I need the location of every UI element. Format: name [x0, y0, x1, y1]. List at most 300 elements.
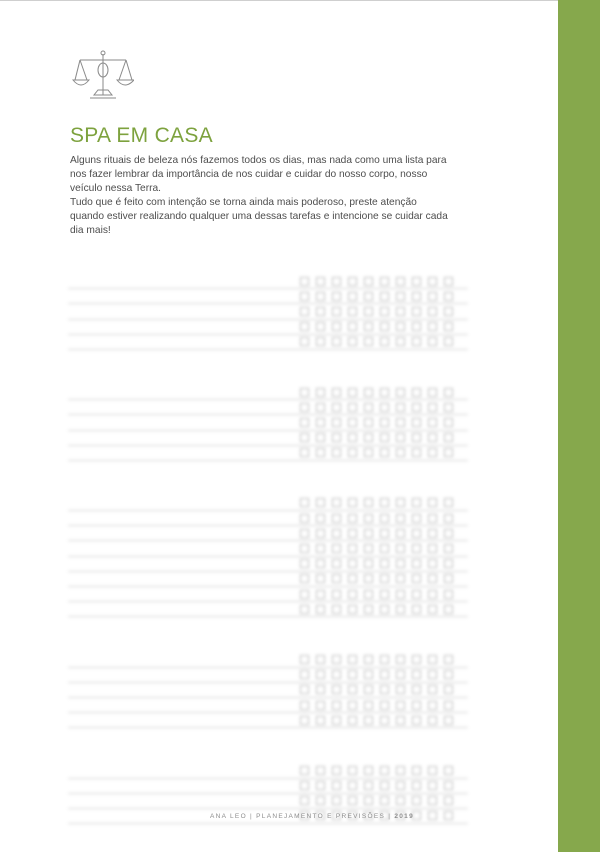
checkbox[interactable] [444, 307, 453, 316]
checkbox[interactable] [332, 337, 341, 346]
checkbox[interactable] [380, 498, 389, 507]
checkbox[interactable] [412, 701, 421, 710]
checkbox-group [300, 322, 453, 331]
checkbox[interactable] [332, 781, 341, 790]
checkbox-group [300, 433, 453, 442]
checkbox[interactable] [444, 292, 453, 301]
checkbox[interactable] [316, 307, 325, 316]
checkbox[interactable] [412, 498, 421, 507]
checkbox[interactable] [412, 337, 421, 346]
checkbox[interactable] [364, 277, 373, 286]
checkbox[interactable] [444, 766, 453, 775]
checkbox[interactable] [444, 277, 453, 286]
checkbox[interactable] [332, 766, 341, 775]
checkbox[interactable] [316, 498, 325, 507]
checkbox-group [300, 716, 453, 725]
checkbox[interactable] [444, 685, 453, 694]
checkbox[interactable] [412, 277, 421, 286]
checkbox[interactable] [428, 388, 437, 397]
checkbox[interactable] [412, 448, 421, 457]
checkbox[interactable] [396, 574, 405, 583]
checkbox[interactable] [300, 559, 309, 568]
checkbox[interactable] [332, 292, 341, 301]
checkbox[interactable] [300, 337, 309, 346]
checkbox[interactable] [412, 388, 421, 397]
checkbox[interactable] [332, 388, 341, 397]
checkbox[interactable] [396, 716, 405, 725]
checklist-row [68, 794, 468, 809]
checkbox[interactable] [348, 590, 357, 599]
checkbox[interactable] [380, 655, 389, 664]
checkbox[interactable] [316, 277, 325, 286]
checkbox[interactable] [332, 433, 341, 442]
checkbox[interactable] [396, 605, 405, 614]
checkbox[interactable] [300, 796, 309, 805]
checkbox[interactable] [348, 322, 357, 331]
checkbox[interactable] [348, 574, 357, 583]
checkbox[interactable] [316, 337, 325, 346]
checkbox[interactable] [412, 307, 421, 316]
checkbox[interactable] [316, 685, 325, 694]
checkbox[interactable] [348, 529, 357, 538]
checkbox[interactable] [444, 590, 453, 599]
checkbox[interactable] [300, 781, 309, 790]
checkbox[interactable] [348, 766, 357, 775]
checkbox[interactable] [316, 529, 325, 538]
checkbox[interactable] [348, 605, 357, 614]
checkbox[interactable] [364, 448, 373, 457]
checkbox[interactable] [316, 716, 325, 725]
checkbox[interactable] [300, 716, 309, 725]
checkbox[interactable] [364, 605, 373, 614]
checkbox[interactable] [428, 448, 437, 457]
checkbox[interactable] [428, 590, 437, 599]
checkbox[interactable] [316, 781, 325, 790]
checklist-row [68, 385, 468, 400]
checkbox[interactable] [412, 590, 421, 599]
checkbox[interactable] [396, 418, 405, 427]
checkbox[interactable] [444, 529, 453, 538]
checkbox[interactable] [300, 403, 309, 412]
checkbox[interactable] [412, 766, 421, 775]
checkbox[interactable] [332, 277, 341, 286]
checkbox[interactable] [348, 796, 357, 805]
checkbox[interactable] [428, 811, 437, 820]
checkbox[interactable] [396, 655, 405, 664]
checkbox[interactable] [316, 655, 325, 664]
checkbox[interactable] [428, 716, 437, 725]
checkbox[interactable] [380, 670, 389, 679]
checkbox[interactable] [444, 448, 453, 457]
checkbox[interactable] [364, 559, 373, 568]
checkbox[interactable] [348, 403, 357, 412]
checkbox[interactable] [444, 337, 453, 346]
checkbox[interactable] [412, 418, 421, 427]
checkbox[interactable] [364, 544, 373, 553]
checkbox[interactable] [348, 685, 357, 694]
checklist-row [68, 652, 468, 667]
checkbox-group [300, 448, 453, 457]
checkbox[interactable] [444, 796, 453, 805]
checkbox[interactable] [396, 277, 405, 286]
checkbox[interactable] [444, 322, 453, 331]
checkbox[interactable] [412, 655, 421, 664]
checkbox[interactable] [316, 796, 325, 805]
checkbox[interactable] [396, 403, 405, 412]
checkbox[interactable] [364, 716, 373, 725]
checkbox[interactable] [444, 559, 453, 568]
checkbox[interactable] [364, 403, 373, 412]
checklist-row [68, 304, 468, 319]
checkbox[interactable] [316, 544, 325, 553]
checkbox[interactable] [412, 685, 421, 694]
checkbox[interactable] [300, 685, 309, 694]
checkbox[interactable] [380, 781, 389, 790]
checkbox[interactable] [332, 796, 341, 805]
checkbox[interactable] [332, 685, 341, 694]
checkbox-group [300, 685, 453, 694]
checkbox[interactable] [300, 307, 309, 316]
checklist-row [68, 446, 468, 461]
checkbox[interactable] [364, 307, 373, 316]
checkbox[interactable] [332, 529, 341, 538]
checkbox[interactable] [300, 498, 309, 507]
checkbox[interactable] [300, 605, 309, 614]
checkbox[interactable] [348, 277, 357, 286]
checkbox[interactable] [348, 514, 357, 523]
checkbox[interactable] [332, 544, 341, 553]
checkbox[interactable] [412, 403, 421, 412]
checkbox[interactable] [364, 670, 373, 679]
checkbox[interactable] [428, 574, 437, 583]
checkbox[interactable] [380, 766, 389, 775]
checkbox[interactable] [332, 418, 341, 427]
checkbox[interactable] [364, 574, 373, 583]
checkbox[interactable] [428, 292, 437, 301]
checkbox[interactable] [316, 448, 325, 457]
checkbox[interactable] [380, 322, 389, 331]
checkbox[interactable] [444, 605, 453, 614]
checkbox[interactable] [428, 498, 437, 507]
checkbox[interactable] [380, 716, 389, 725]
checkbox[interactable] [396, 307, 405, 316]
checkbox[interactable] [444, 403, 453, 412]
checkbox[interactable] [300, 655, 309, 664]
checklist-section [68, 258, 468, 350]
checkbox[interactable] [332, 322, 341, 331]
scales-of-justice-icon [72, 48, 134, 104]
checkbox-group [300, 559, 453, 568]
checkbox[interactable] [380, 574, 389, 583]
checkbox[interactable] [332, 590, 341, 599]
checkbox[interactable] [332, 448, 341, 457]
checkbox[interactable] [332, 514, 341, 523]
checkbox[interactable] [316, 670, 325, 679]
side-color-bar [558, 0, 600, 852]
checkbox[interactable] [396, 781, 405, 790]
checkbox[interactable] [444, 433, 453, 442]
checkbox[interactable] [380, 590, 389, 599]
checkbox[interactable] [428, 403, 437, 412]
checkbox[interactable] [428, 559, 437, 568]
checkbox[interactable] [428, 433, 437, 442]
checkbox[interactable] [380, 292, 389, 301]
checkbox[interactable] [396, 498, 405, 507]
checkbox[interactable] [444, 655, 453, 664]
checkbox[interactable] [348, 292, 357, 301]
checkbox[interactable] [412, 322, 421, 331]
checkbox[interactable] [332, 307, 341, 316]
checkbox[interactable] [332, 701, 341, 710]
checkbox[interactable] [380, 559, 389, 568]
checkbox[interactable] [428, 307, 437, 316]
checkbox[interactable] [380, 529, 389, 538]
checkbox[interactable] [348, 433, 357, 442]
checkbox[interactable] [316, 388, 325, 397]
checkbox[interactable] [348, 498, 357, 507]
checkbox[interactable] [396, 559, 405, 568]
checkbox[interactable] [316, 766, 325, 775]
checkbox[interactable] [332, 716, 341, 725]
checkbox[interactable] [444, 498, 453, 507]
checklist-row [68, 289, 468, 304]
checkbox[interactable] [412, 433, 421, 442]
checkbox[interactable] [412, 574, 421, 583]
checklist-row [68, 541, 468, 556]
checkbox[interactable] [300, 529, 309, 538]
checkbox[interactable] [348, 544, 357, 553]
checkbox[interactable] [444, 514, 453, 523]
checkbox[interactable] [300, 388, 309, 397]
checkbox[interactable] [380, 701, 389, 710]
checklist-row [68, 683, 468, 698]
checkbox[interactable] [364, 433, 373, 442]
checkbox[interactable] [380, 277, 389, 286]
checkbox[interactable] [396, 292, 405, 301]
checkbox[interactable] [300, 514, 309, 523]
checkbox[interactable] [332, 655, 341, 664]
checkbox[interactable] [364, 292, 373, 301]
checkbox[interactable] [428, 685, 437, 694]
checkbox[interactable] [428, 796, 437, 805]
checkbox[interactable] [444, 418, 453, 427]
footer-author: ANA LEO [210, 813, 247, 820]
checkbox[interactable] [444, 388, 453, 397]
checkbox[interactable] [348, 655, 357, 664]
checkbox[interactable] [364, 655, 373, 664]
checkbox[interactable] [348, 418, 357, 427]
checkbox-group [300, 292, 453, 301]
checkbox[interactable] [332, 574, 341, 583]
checkbox[interactable] [380, 544, 389, 553]
checkbox[interactable] [300, 433, 309, 442]
checklist-sections [68, 258, 468, 843]
checkbox[interactable] [300, 766, 309, 775]
checklist-row [68, 602, 468, 617]
checkbox[interactable] [412, 514, 421, 523]
checkbox[interactable] [412, 605, 421, 614]
checkbox[interactable] [380, 605, 389, 614]
checkbox[interactable] [348, 337, 357, 346]
checkbox[interactable] [364, 418, 373, 427]
checkbox[interactable] [396, 766, 405, 775]
checkbox[interactable] [396, 388, 405, 397]
checkbox[interactable] [300, 590, 309, 599]
top-rule [0, 0, 558, 1]
checkbox[interactable] [300, 277, 309, 286]
checkbox-group [300, 337, 453, 346]
checkbox[interactable] [428, 322, 437, 331]
checkbox[interactable] [300, 322, 309, 331]
intro-text [70, 154, 450, 239]
checkbox[interactable] [444, 670, 453, 679]
checkbox[interactable] [364, 388, 373, 397]
checkbox[interactable] [300, 544, 309, 553]
checkbox[interactable] [316, 292, 325, 301]
checkbox[interactable] [412, 292, 421, 301]
checkbox[interactable] [396, 544, 405, 553]
checkbox[interactable] [348, 307, 357, 316]
checkbox-group [300, 544, 453, 553]
checkbox[interactable] [396, 590, 405, 599]
checkbox[interactable] [300, 670, 309, 679]
checkbox[interactable] [380, 418, 389, 427]
checkbox[interactable] [444, 544, 453, 553]
checkbox[interactable] [300, 701, 309, 710]
checkbox[interactable] [300, 574, 309, 583]
checkbox[interactable] [380, 307, 389, 316]
checkbox[interactable] [428, 670, 437, 679]
checkbox[interactable] [396, 701, 405, 710]
checkbox[interactable] [380, 685, 389, 694]
checkbox[interactable] [444, 574, 453, 583]
checkbox[interactable] [412, 670, 421, 679]
checkbox[interactable] [428, 781, 437, 790]
checkbox[interactable] [428, 701, 437, 710]
checkbox[interactable] [444, 781, 453, 790]
checkbox[interactable] [428, 277, 437, 286]
checkbox[interactable] [380, 388, 389, 397]
checkbox[interactable] [428, 529, 437, 538]
checkbox[interactable] [412, 559, 421, 568]
checkbox[interactable] [364, 701, 373, 710]
checkbox-group [300, 418, 453, 427]
footer [210, 813, 415, 820]
checkbox[interactable] [444, 811, 453, 820]
checkbox[interactable] [428, 766, 437, 775]
checkbox[interactable] [364, 322, 373, 331]
checkbox[interactable] [396, 448, 405, 457]
checkbox[interactable] [380, 448, 389, 457]
checkbox[interactable] [316, 322, 325, 331]
checkbox[interactable] [316, 605, 325, 614]
checkbox[interactable] [364, 796, 373, 805]
checkbox[interactable] [300, 292, 309, 301]
checkbox[interactable] [412, 544, 421, 553]
checkbox[interactable] [348, 448, 357, 457]
section-title [68, 258, 468, 274]
checkbox[interactable] [380, 403, 389, 412]
checkbox[interactable] [348, 781, 357, 790]
checkbox[interactable] [348, 716, 357, 725]
checkbox[interactable] [428, 544, 437, 553]
checkbox[interactable] [444, 716, 453, 725]
checkbox-group [300, 514, 453, 523]
checkbox[interactable] [364, 685, 373, 694]
checkbox[interactable] [396, 685, 405, 694]
checkbox[interactable] [396, 514, 405, 523]
checkbox[interactable] [428, 514, 437, 523]
checkbox[interactable] [348, 670, 357, 679]
checkbox[interactable] [316, 403, 325, 412]
checkbox[interactable] [364, 781, 373, 790]
checkbox[interactable] [348, 559, 357, 568]
checkbox-group [300, 574, 453, 583]
checkbox[interactable] [332, 403, 341, 412]
checkbox[interactable] [364, 514, 373, 523]
checkbox[interactable] [380, 433, 389, 442]
section-title [68, 636, 468, 652]
checkbox[interactable] [332, 559, 341, 568]
checklist-row [68, 526, 468, 541]
checkbox[interactable] [316, 574, 325, 583]
checkbox[interactable] [428, 655, 437, 664]
checkbox[interactable] [316, 590, 325, 599]
checkbox[interactable] [364, 766, 373, 775]
checkbox[interactable] [348, 701, 357, 710]
checkbox[interactable] [428, 337, 437, 346]
checkbox[interactable] [316, 433, 325, 442]
checkbox[interactable] [396, 322, 405, 331]
checkbox[interactable] [396, 529, 405, 538]
checkbox[interactable] [364, 529, 373, 538]
checkbox[interactable] [396, 337, 405, 346]
checkbox[interactable] [316, 559, 325, 568]
checkbox[interactable] [364, 337, 373, 346]
checkbox[interactable] [380, 514, 389, 523]
checkbox[interactable] [396, 796, 405, 805]
checkbox[interactable] [380, 337, 389, 346]
checkbox-group [300, 701, 453, 710]
checkbox[interactable] [316, 514, 325, 523]
checkbox[interactable] [348, 388, 357, 397]
checkbox[interactable] [364, 590, 373, 599]
checkbox[interactable] [396, 670, 405, 679]
checkbox[interactable] [412, 796, 421, 805]
checklist-row [68, 274, 468, 289]
checkbox[interactable] [380, 796, 389, 805]
checkbox[interactable] [444, 701, 453, 710]
checkbox[interactable] [300, 448, 309, 457]
checkbox[interactable] [332, 605, 341, 614]
checkbox[interactable] [428, 605, 437, 614]
checkbox[interactable] [332, 670, 341, 679]
checkbox-group [300, 590, 453, 599]
checkbox[interactable] [428, 418, 437, 427]
checkbox[interactable] [412, 781, 421, 790]
checkbox[interactable] [316, 701, 325, 710]
checklist-row [68, 668, 468, 683]
checkbox[interactable] [412, 716, 421, 725]
checkbox[interactable] [364, 498, 373, 507]
checkbox[interactable] [300, 418, 309, 427]
checkbox[interactable] [316, 418, 325, 427]
checklist-row [68, 431, 468, 446]
checkbox[interactable] [332, 498, 341, 507]
checklist-row [68, 779, 468, 794]
checkbox[interactable] [396, 433, 405, 442]
checkbox[interactable] [412, 529, 421, 538]
